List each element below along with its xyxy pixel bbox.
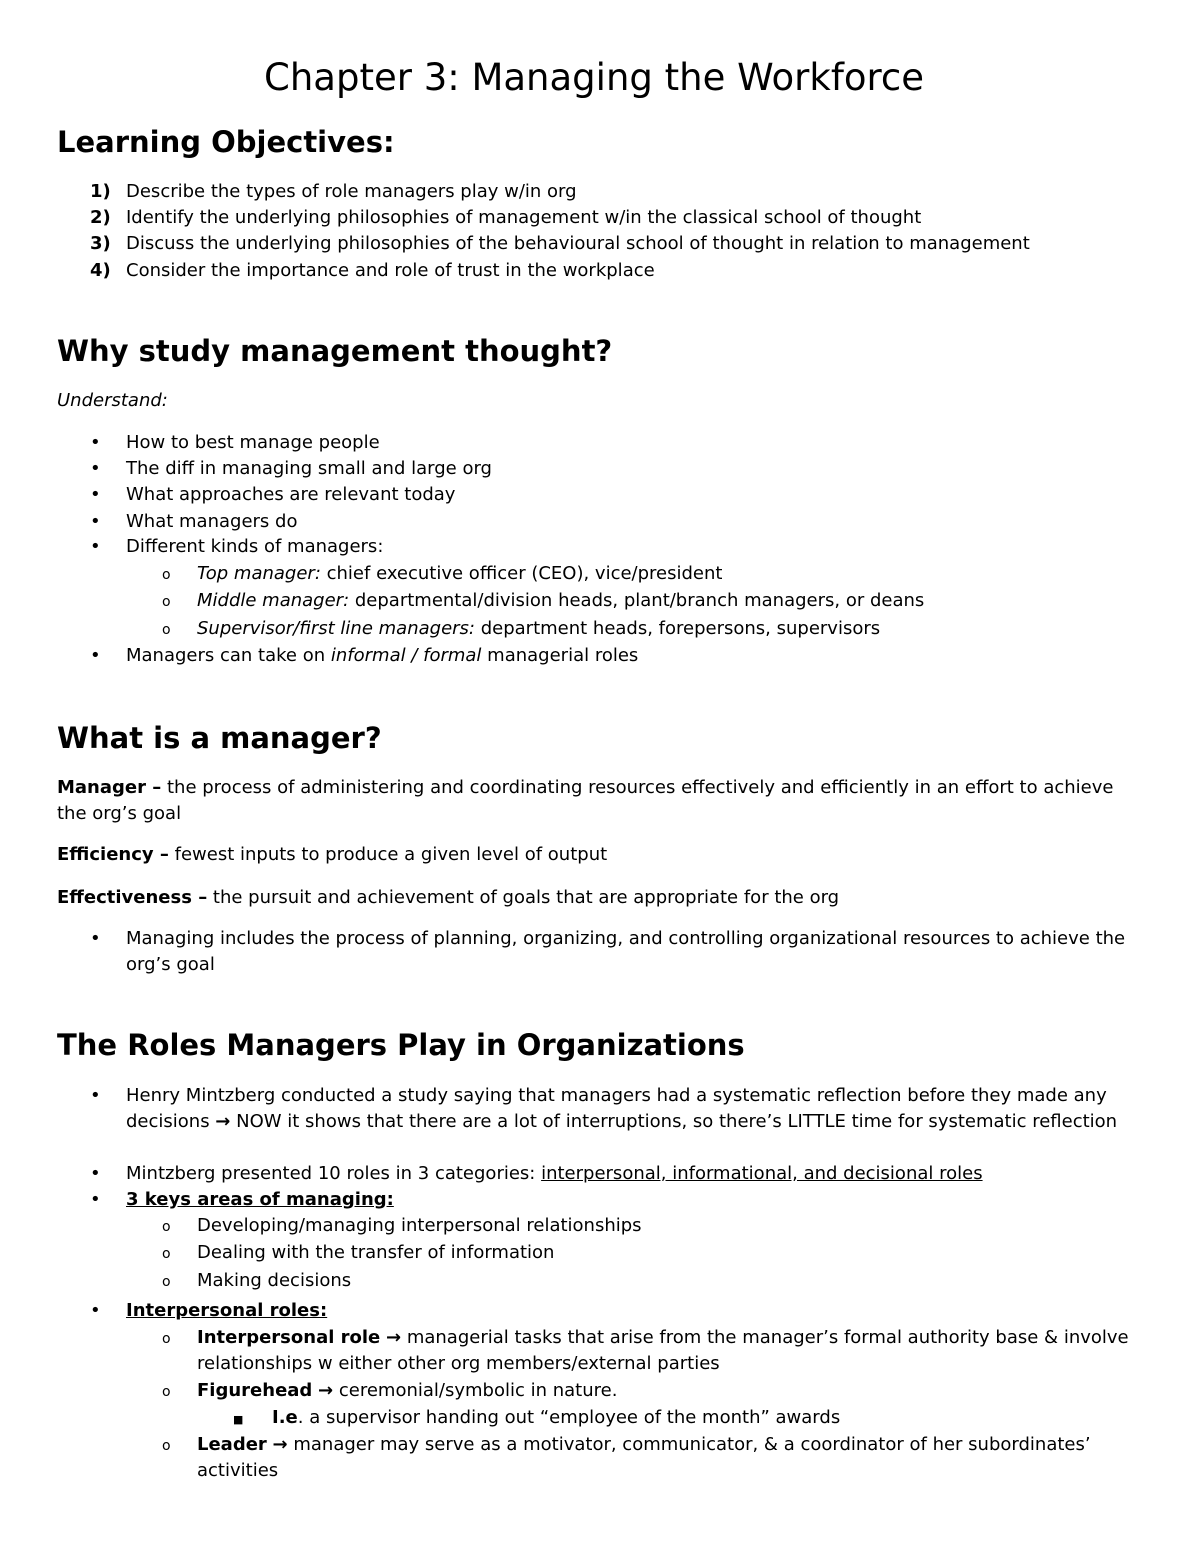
manager-kind-item xyxy=(197,561,1147,587)
circle-bullet-icon: o xyxy=(162,1438,171,1454)
objective-item: Describe the types of role managers play w/in org xyxy=(126,181,577,202)
page-title: Chapter 3: Managing the Workforce xyxy=(264,56,924,99)
list-item: What approaches are relevant today xyxy=(126,484,456,505)
list-item xyxy=(126,1161,1126,1187)
list-number: 4) xyxy=(90,260,111,281)
circle-bullet-icon: o xyxy=(162,594,171,610)
arrow-right-icon: → xyxy=(215,1111,231,1132)
bullet-icon: • xyxy=(90,458,101,479)
understand-label: Understand: xyxy=(57,390,168,411)
roles-emphasis: informal / formal xyxy=(330,645,482,666)
bullet-icon: • xyxy=(90,645,101,666)
list-item: Managing includes the process of planning, organizing, and controlling organizational resources to achieve the org’s goal xyxy=(126,928,1126,975)
circle-bullet-icon: o xyxy=(162,1331,171,1347)
manager-kind-desc: departmental/division heads, plant/branch managers, or deans xyxy=(349,590,925,611)
arrow-right-icon: → xyxy=(318,1380,334,1401)
circle-bullet-icon: o xyxy=(162,567,171,583)
arrow-right-icon: → xyxy=(272,1434,288,1455)
role-desc: manager may serve as a motivator, communicator, & a coordinator of her subordinates’ activities xyxy=(197,1434,1091,1481)
definition-desc: fewest inputs to produce a given level of output xyxy=(168,844,608,865)
bullet-icon: • xyxy=(90,536,101,557)
mintzberg-study-text: Henry Mintzberg conducted a study saying that managers had a systematic reflection before they made any decisions xyxy=(126,1085,1107,1132)
key-area-item: Making decisions xyxy=(197,1270,352,1291)
role-term: Interpersonal role xyxy=(197,1327,381,1348)
manager-kind-term: Supervisor/first line managers: xyxy=(197,618,475,639)
bullet-icon: • xyxy=(90,1163,101,1184)
manager-kind-term: Top manager: xyxy=(197,563,321,584)
circle-bullet-icon: o xyxy=(162,1274,171,1290)
objective-item: Discuss the underlying philosophies of the behavioural school of thought in relation to management xyxy=(126,233,1030,254)
definition-efficiency xyxy=(57,842,1142,868)
example-term: I.e xyxy=(272,1407,298,1428)
definition-term: Efficiency – xyxy=(57,844,169,865)
list-number: 3) xyxy=(90,233,111,254)
why-study-heading: Why study management thought? xyxy=(57,334,613,368)
definition-term: Effectiveness – xyxy=(57,887,208,908)
list-item: What managers do xyxy=(126,511,298,532)
circle-bullet-icon: o xyxy=(162,1219,171,1235)
manager-kind-term: Middle manager: xyxy=(197,590,350,611)
bullet-icon: • xyxy=(90,484,101,505)
circle-bullet-icon: o xyxy=(162,1384,171,1400)
learning-objectives-heading: Learning Objectives: xyxy=(57,125,395,159)
role-desc: managerial tasks that arise from the manager’s formal authority base & involve relationships w either other org members/external parties xyxy=(197,1327,1129,1374)
roles-heading: The Roles Managers Play in Organizations xyxy=(57,1028,745,1062)
list-item xyxy=(126,643,1126,669)
bullet-icon: • xyxy=(90,1189,101,1210)
role-desc: ceremonial/symbolic in nature. xyxy=(333,1380,618,1401)
definition-desc: the process of administering and coordinating resources effectively and efficiently in an effort to achieve the org’s goal xyxy=(57,777,1114,824)
mintzberg-study-text-end: NOW it shows that there are a lot of interruptions, so there’s LITTLE time for systematic reflection xyxy=(230,1111,1118,1132)
bullet-icon: • xyxy=(90,1085,101,1106)
list-number: 1) xyxy=(90,181,111,202)
objective-item: Consider the importance and role of trust in the workplace xyxy=(126,260,655,281)
list-number: 2) xyxy=(90,207,111,228)
role-item xyxy=(197,1325,1147,1377)
circle-bullet-icon: o xyxy=(162,622,171,638)
role-categories: interpersonal, informational, and decisional roles xyxy=(541,1163,983,1184)
what-is-manager-heading: What is a manager? xyxy=(57,721,382,755)
example-item xyxy=(272,1405,1152,1431)
definition-desc: the pursuit and achievement of goals that are appropriate for the org xyxy=(207,887,840,908)
manager-kind-item xyxy=(197,616,1147,642)
key-area-item: Dealing with the transfer of information xyxy=(197,1242,555,1263)
example-desc: . a supervisor handing out “employee of the month” awards xyxy=(297,1407,841,1428)
keys-heading: 3 keys areas of managing: xyxy=(126,1189,394,1210)
objective-item: Identify the underlying philosophies of management w/in the classical school of thought xyxy=(126,207,922,228)
definition-term: Manager – xyxy=(57,777,162,798)
definition-effectiveness xyxy=(57,885,1142,911)
bullet-icon: • xyxy=(90,928,101,949)
bullet-icon: • xyxy=(90,1300,101,1321)
square-bullet-icon: ■ xyxy=(233,1413,244,1426)
list-item: Different kinds of managers: xyxy=(126,536,384,557)
key-area-item: Developing/managing interpersonal relationships xyxy=(197,1215,642,1236)
role-item xyxy=(197,1378,1147,1404)
definition-manager xyxy=(57,775,1142,827)
role-term: Figurehead xyxy=(197,1380,313,1401)
circle-bullet-icon: o xyxy=(162,1246,171,1262)
interpersonal-heading: Interpersonal roles: xyxy=(126,1300,328,1321)
bullet-icon: • xyxy=(90,432,101,453)
arrow-right-icon: → xyxy=(386,1327,402,1348)
roles-text: Managers can take on xyxy=(126,645,331,666)
roles-text-end: managerial roles xyxy=(481,645,639,666)
role-item xyxy=(197,1432,1147,1484)
role-term: Leader xyxy=(197,1434,267,1455)
manager-kind-desc: chief executive officer (CEO), vice/president xyxy=(320,563,723,584)
list-item xyxy=(126,1083,1126,1135)
manager-kind-desc: department heads, forepersons, supervisors xyxy=(474,618,881,639)
list-item: How to best manage people xyxy=(126,432,380,453)
list-item: The diff in managing small and large org xyxy=(126,458,492,479)
manager-kind-item xyxy=(197,588,1147,614)
mintzberg-roles-text: Mintzberg presented 10 roles in 3 categories: xyxy=(126,1163,542,1184)
bullet-icon: • xyxy=(90,511,101,532)
